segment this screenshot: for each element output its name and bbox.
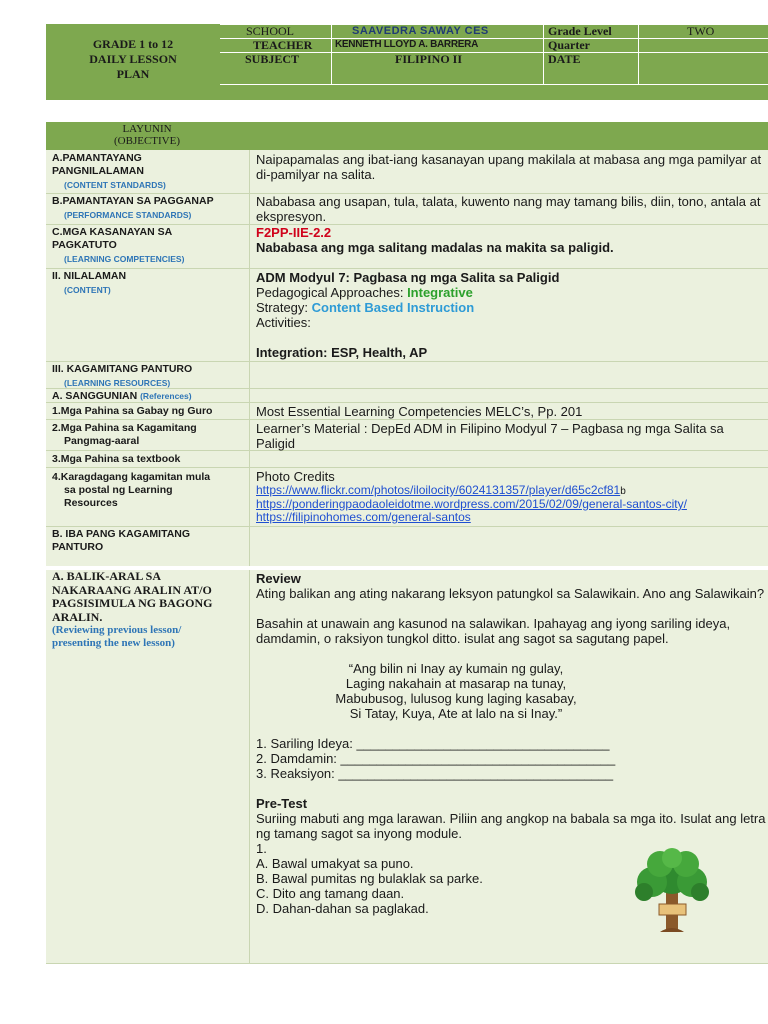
divider bbox=[46, 268, 768, 269]
label-sub: (LEARNING COMPETENCIES) bbox=[64, 254, 185, 264]
photo-link[interactable]: https://www.flickr.com/photos/iloilocity/6024131357/player/d65c2cf81 bbox=[256, 483, 621, 497]
spacer bbox=[256, 721, 768, 736]
photo-link[interactable]: https://filipinohomes.com/general-santos bbox=[256, 510, 471, 524]
performance-standards-label bbox=[52, 195, 214, 222]
sub-line: presenting the new lesson) bbox=[52, 636, 175, 649]
references-label bbox=[52, 390, 192, 403]
pretest-heading: Pre-Test bbox=[256, 796, 308, 811]
link-row bbox=[256, 484, 766, 498]
divider bbox=[220, 84, 768, 85]
label-line: A.PAMANTAYANG bbox=[52, 152, 142, 164]
divider bbox=[638, 24, 639, 84]
spacer bbox=[256, 781, 768, 796]
sub-line: (Reviewing previous lesson/ bbox=[52, 624, 182, 636]
objective-header-text: (OBJECTIVE) bbox=[114, 135, 180, 147]
divider bbox=[220, 52, 768, 53]
label-line: B.PAMANTAYAN SA PAGGANAP bbox=[52, 195, 214, 207]
school-value: SAAVEDRA SAWAY CES bbox=[352, 25, 489, 37]
textbook-label: 3.Mga Pahina sa textbook bbox=[52, 453, 181, 465]
choice-item: C. Dito ang tamang daan. bbox=[256, 886, 405, 901]
divider bbox=[46, 419, 768, 420]
review-label bbox=[52, 570, 212, 649]
teacher-label: TEACHER bbox=[253, 38, 313, 52]
competency-text: Nababasa ang mga salitang madalas na makita sa paligid. bbox=[256, 240, 614, 255]
quarter-label: Quarter bbox=[548, 38, 590, 52]
label-line: sa postal ng Learning bbox=[64, 484, 173, 496]
question-number: 1. bbox=[256, 841, 267, 856]
label-sub: (LEARNING RESOURCES) bbox=[64, 378, 171, 388]
link-suffix: b bbox=[620, 486, 626, 497]
choice-item: B. Bawal pumitas ng bulaklak sa parke. bbox=[256, 871, 483, 886]
review-heading: Review bbox=[256, 571, 301, 586]
teacher-value: KENNETH LLOYD A. BARRERA bbox=[335, 39, 478, 50]
objective-header-row bbox=[46, 122, 768, 150]
dlp-title-line: GRADE 1 to 12 bbox=[92, 37, 174, 51]
divider bbox=[220, 24, 768, 25]
learner-label bbox=[52, 422, 197, 448]
poem-line: Mabubusog, lulusog kung laging kasabay, bbox=[335, 691, 577, 706]
guide-text: Most Essential Learning Competencies MELC’s, Pp. 201 bbox=[256, 404, 583, 419]
label-line: C.MGA KASANAYAN SA bbox=[52, 226, 173, 238]
module-title: ADM Modyul 7: Pagbasa ng mga Salita sa Paligid bbox=[256, 270, 560, 285]
approach-line bbox=[256, 285, 766, 300]
divider bbox=[249, 150, 250, 566]
review-sub bbox=[52, 624, 212, 649]
label-sub: (CONTENT STANDARDS) bbox=[64, 180, 166, 190]
answer-item: 1. Sariling Ideya: ___________________________________ bbox=[256, 736, 610, 751]
divider bbox=[46, 526, 768, 527]
integration-text: Integration: ESP, Health, AP bbox=[256, 345, 428, 360]
performance-standards-text: Nababasa ang usapan, tula, talata, kuwento nang may tamang bilis, diin, tono, antala at ekspresyon. bbox=[256, 194, 761, 224]
label-line: PAGSISIMULA NG BAGONG bbox=[52, 596, 213, 610]
date-label: DATE bbox=[548, 52, 581, 66]
choice-item: D. Dahan-dahan sa paglakad. bbox=[256, 901, 429, 916]
label-line: A. SANGGUNIAN bbox=[52, 390, 138, 402]
grade-level-value: TWO bbox=[687, 24, 715, 38]
strategy-line bbox=[256, 300, 766, 315]
spacer bbox=[256, 646, 768, 661]
subject-label: SUBJECT bbox=[245, 52, 300, 66]
materials-label bbox=[52, 363, 192, 390]
divider bbox=[46, 224, 768, 225]
label-line: Resources bbox=[64, 497, 118, 509]
dlp-title-line: PLAN bbox=[116, 67, 150, 81]
activities-label: Activities: bbox=[256, 315, 311, 330]
guide-label: 1.Mga Pahina sa Gabay ng Guro bbox=[52, 405, 213, 417]
divider bbox=[46, 963, 768, 964]
poem-line: Si Tatay, Kuya, Ate at lalo na si Inay.” bbox=[349, 706, 563, 721]
objective-header-text: LAYUNIN bbox=[122, 123, 172, 135]
poem-line: “Ang bilin ni Inay ay kumain ng gulay, bbox=[348, 661, 564, 676]
divider bbox=[46, 361, 768, 362]
label-sub: (PERFORMANCE STANDARDS) bbox=[64, 210, 192, 220]
spacer bbox=[256, 330, 766, 345]
review-paragraph: Ating balikan ang ating nakarang leksyon patungkol sa Salawikain. Ano ang Salawikain? bbox=[256, 586, 765, 601]
label-sub: (References) bbox=[140, 391, 192, 401]
label-line: ARALIN. bbox=[52, 609, 103, 624]
additional-label bbox=[52, 471, 210, 510]
strategy-value: Content Based Instruction bbox=[311, 300, 475, 315]
label-line: II. NILALAMAN bbox=[52, 270, 127, 282]
dlp-title-cell bbox=[46, 24, 220, 100]
subject-value: FILIPINO II bbox=[395, 52, 463, 66]
approach-value: Integrative bbox=[407, 285, 473, 300]
other-materials-label bbox=[52, 528, 190, 554]
label-line: PAGKATUTO bbox=[52, 239, 117, 251]
label-line: 2.Mga Pahina sa Kagamitang bbox=[52, 422, 197, 434]
label-line: NAKARAANG ARALIN AT/O bbox=[52, 582, 212, 597]
photo-credits-label: Photo Credits bbox=[256, 469, 335, 484]
label-line: A. BALIK-ARAL SA bbox=[52, 569, 162, 583]
answer-item: 3. Reaksiyon: ______________________________________ bbox=[256, 766, 614, 781]
additional-resources bbox=[256, 469, 766, 524]
competency-code bbox=[256, 225, 331, 240]
divider bbox=[543, 24, 544, 84]
school-label: SCHOOL bbox=[246, 24, 295, 38]
review-paragraph: Basahin at unawain ang kasunod na salawikan. Ipahayag ang iyong sariling ideya, damdamin, o raksiyon tungkol ditto. isulat ang sagot sa sagutang papel. bbox=[256, 616, 731, 646]
label-line: PANGNILALAMAN bbox=[52, 165, 144, 177]
content-details bbox=[256, 270, 766, 360]
content-standards-label bbox=[52, 152, 166, 192]
dlp-title-line: DAILY LESSON bbox=[89, 52, 177, 66]
photo-link[interactable]: https://ponderingpaodaoleidotme.wordpress.com/2015/02/09/general-santos-city/ bbox=[256, 497, 687, 511]
tree-illustration bbox=[626, 848, 718, 934]
pretest-text: Suriing mabuti ang mga larawan. Piliin ang angkop na babala sa mga ito. Isulat ang letra ng tamang sagot sa inyong module. bbox=[256, 811, 766, 841]
code-text: F2PP-IIE-2.2 bbox=[256, 225, 332, 240]
divider bbox=[249, 570, 250, 964]
content-label bbox=[52, 270, 126, 297]
grade-level-label: Grade Level bbox=[548, 24, 612, 38]
spacer bbox=[256, 601, 768, 616]
choice-item: A. Bawal umakyat sa puno. bbox=[256, 856, 414, 871]
poem-line: Laging nakahain at masarap na tunay, bbox=[345, 676, 567, 691]
label-line: B. IBA PANG KAGAMITANG bbox=[52, 528, 191, 540]
label-line: PANTURO bbox=[52, 541, 104, 553]
approach-label: Pedagogical Approaches: bbox=[256, 285, 408, 300]
label-line: 4.Karagdagang kagamitan mula bbox=[52, 471, 211, 483]
label-sub: (CONTENT) bbox=[64, 285, 111, 295]
label-line: Pangmag-aaral bbox=[64, 435, 140, 447]
strategy-label: Strategy: bbox=[256, 300, 312, 315]
header-info-block bbox=[220, 24, 768, 100]
label-line: III. KAGAMITANG PANTURO bbox=[52, 363, 193, 375]
content-standards-text: Naipapamalas ang ibat-iang kasanayan upang makilala at mabasa ang mga pamilyar at di-pamilyar na salita. bbox=[256, 152, 762, 182]
answer-item: 2. Damdamin: ______________________________________ bbox=[256, 751, 616, 766]
divider bbox=[46, 467, 768, 468]
divider bbox=[331, 24, 332, 84]
learner-text: Learner’s Material : DepEd ADM in Filipino Modyul 7 – Pagbasa ng mga Salita sa Paligid bbox=[256, 421, 724, 451]
poem bbox=[256, 661, 656, 721]
competencies-label bbox=[52, 226, 184, 266]
